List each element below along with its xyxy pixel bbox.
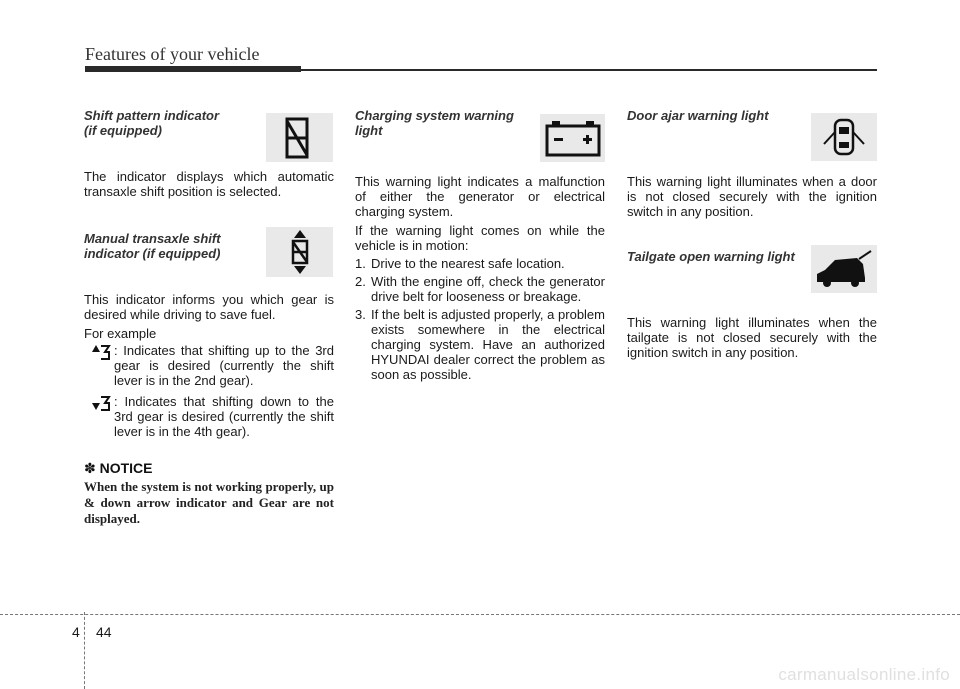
- shift-up-3-icon: [84, 343, 112, 361]
- watermark: carmanualsonline.info: [778, 665, 950, 684]
- example-shift-down-text: : Indicates that shifting down to the 3rd gear is desired (currently the shift lever is in the 4th gear).: [114, 394, 334, 439]
- tailgate-body: This warning light illuminates when the tailgate is not closed securely with the ignition switch in any position.: [627, 315, 877, 360]
- charging-body-1: This warning light indicates a malfunction of either the generator or electrical charging system.: [355, 174, 605, 219]
- charging-step: [355, 256, 605, 271]
- step-number: 2.: [355, 274, 366, 289]
- example-shift-up-text: : Indicates that shifting up to the 3rd gear is desired (currently the shift lever is in the 2nd gear).: [114, 343, 334, 388]
- charging-heading-line2: light: [355, 123, 383, 138]
- column-left: [84, 108, 334, 527]
- charging-step: [355, 307, 605, 382]
- header-rule-thick: [85, 66, 301, 72]
- example-label: For example: [84, 326, 157, 341]
- chapter-number: 4: [72, 624, 80, 640]
- example-shift-up: [84, 343, 334, 388]
- charging-step: [355, 274, 605, 304]
- step-number: 3.: [355, 307, 366, 322]
- column-middle: [355, 108, 605, 382]
- step-number: 1.: [355, 256, 366, 271]
- notice-title: ✽ NOTICE: [84, 460, 153, 476]
- charging-heading-line1: Charging system warning: [355, 108, 514, 123]
- example-shift-down: [84, 394, 334, 439]
- footer-rule-vertical: [84, 612, 85, 689]
- charging-system-heading: [355, 108, 530, 138]
- tailgate-heading: Tailgate open warning light: [627, 249, 795, 264]
- manual-shift-heading: [84, 231, 254, 261]
- shift-pattern-body: The indicator displays which automatic transaxle shift position is selected.: [84, 169, 334, 199]
- step-text: Drive to the nearest safe location.: [371, 256, 565, 271]
- manual-shift-heading-line2: indicator (if equipped): [84, 246, 221, 261]
- shift-pattern-heading-line1: Shift pattern indicator: [84, 108, 220, 123]
- charging-steps-list: [355, 256, 605, 382]
- header-rule-thin: [301, 69, 877, 71]
- notice-body: When the system is not working properly, up & down arrow indicator and Gear are not displayed.: [84, 479, 334, 526]
- shift-pattern-heading-line2: (if equipped): [84, 123, 162, 138]
- manual-shift-heading-line1: Manual transaxle shift: [84, 231, 221, 246]
- page-header-title: Features of your vehicle: [85, 44, 260, 64]
- charging-body-2: If the warning light comes on while the vehicle is in motion:: [355, 223, 605, 253]
- step-text: With the engine off, check the generator drive belt for looseness or breakage.: [371, 274, 605, 304]
- page-number: 44: [96, 624, 112, 640]
- shift-pattern-heading: [84, 108, 254, 138]
- door-ajar-body: This warning light illuminates when a door is not closed securely with the ignition switch in any position.: [627, 174, 877, 219]
- door-ajar-heading: Door ajar warning light: [627, 108, 769, 123]
- footer-rule-horizontal: [0, 614, 960, 615]
- shift-down-3-icon: [84, 394, 112, 412]
- step-text: If the belt is adjusted properly, a problem exists somewhere in the electrical charging system. Have an authorized HYUNDAI dealer correct the problem as soon as possible.: [371, 307, 605, 382]
- manual-shift-body: This indicator informs you which gear is desired while driving to save fuel.: [84, 292, 334, 322]
- column-right: [627, 108, 877, 360]
